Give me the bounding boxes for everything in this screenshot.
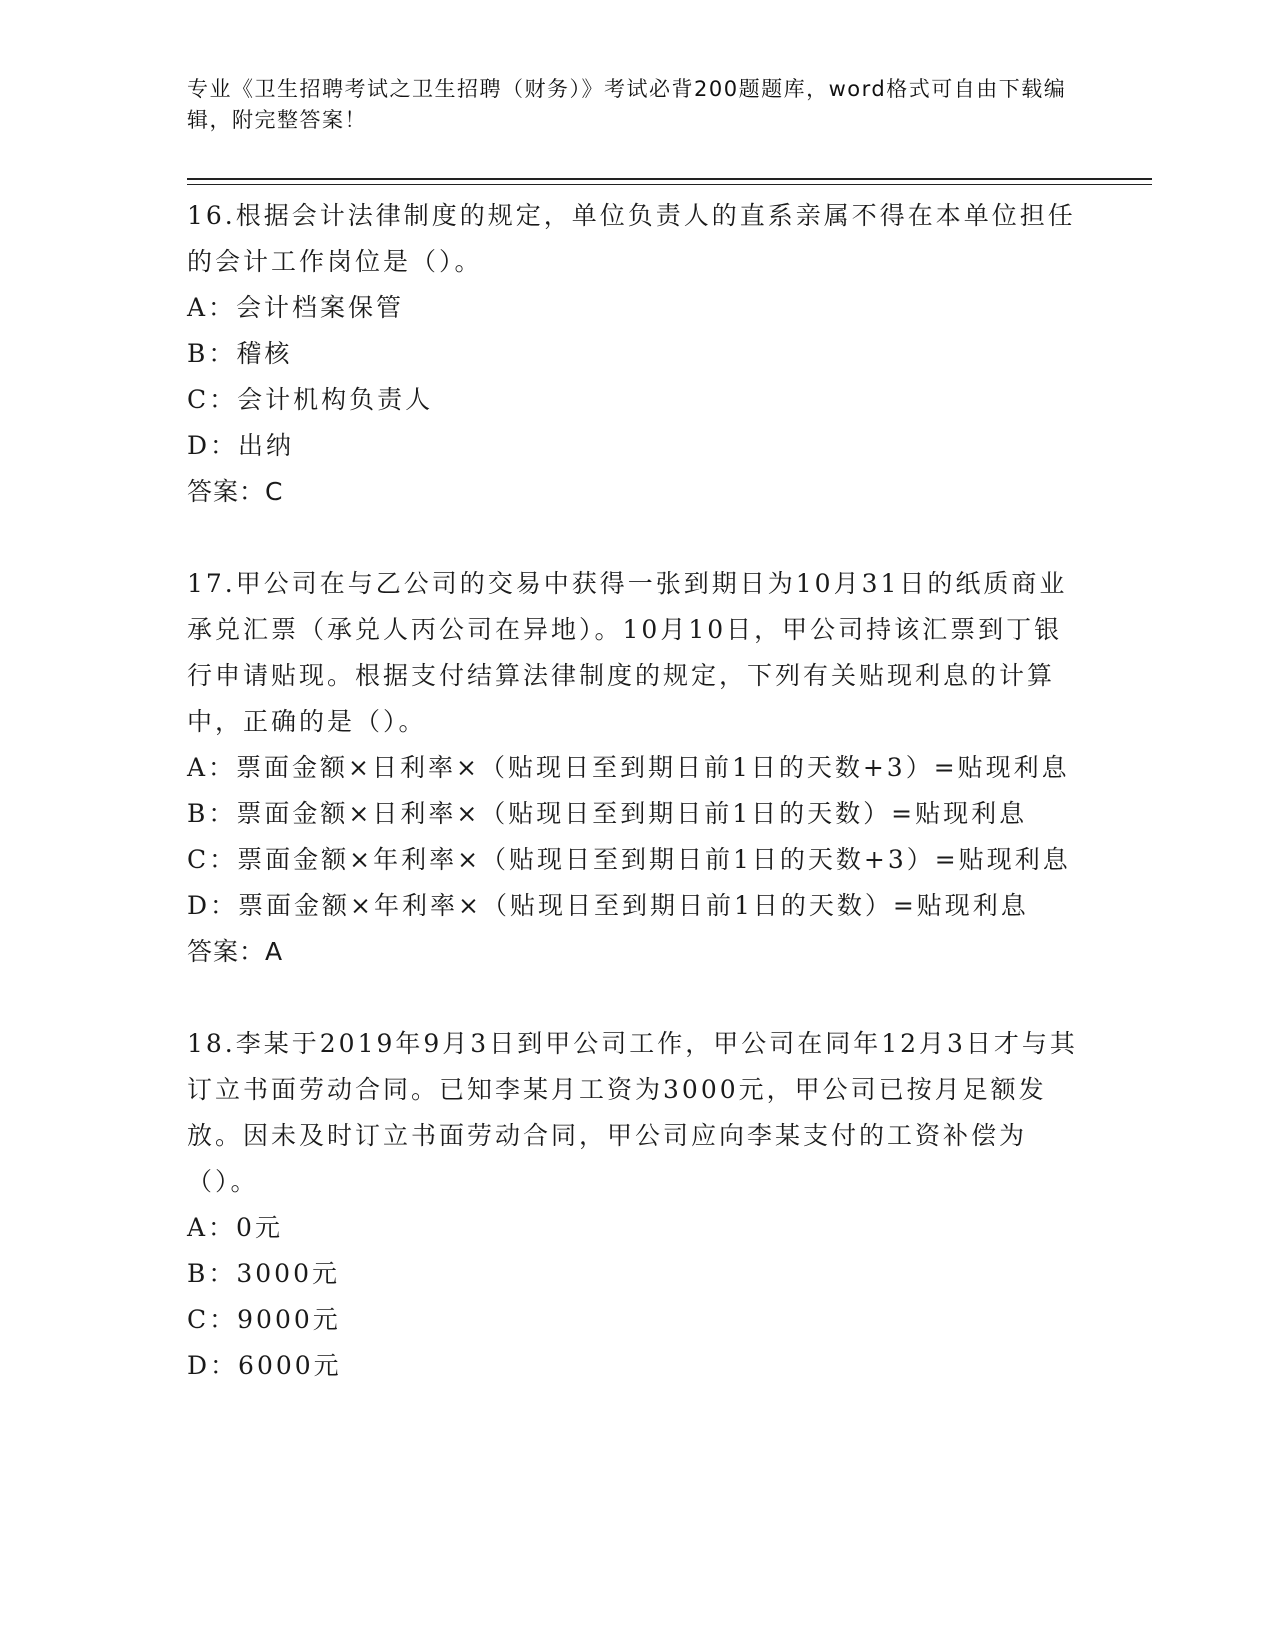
document-header: 专业《卫生招聘考试之卫生招聘（财务）》考试必背200题题库，word格式可自由下载编辑，附完整答案！ bbox=[187, 77, 1067, 132]
question-18 bbox=[187, 1021, 1087, 1389]
question-stem: 16.根据会计法律制度的规定，单位负责人的直系亲属不得在本单位担任的会计工作岗位是（）。 bbox=[187, 201, 1076, 276]
option-c: C：会计机构负责人 bbox=[187, 385, 434, 414]
question-stem: 17.甲公司在与乙公司的交易中获得一张到期日为10月31日的纸质商业承兑汇票（承兑人丙公司在异地）。10月10日，甲公司持该汇票到丁银行申请贴现。根据支付结算法律制度的规定，下列有关贴现利息的计算中，正确的是（）。 bbox=[187, 569, 1068, 736]
question-stem: 18.李某于2019年9月3日到甲公司工作，甲公司在同年12月3日才与其订立书面劳动合同。已知李某月工资为3000元，甲公司已按月足额发放。因未及时订立书面劳动合同，甲公司应向李某支付的工资补偿为（）。 bbox=[187, 1029, 1078, 1196]
option-a: A：0元 bbox=[187, 1213, 283, 1242]
option-a: A：会计档案保管 bbox=[187, 293, 405, 322]
option-d: D：票面金额×年利率×（贴现日至到期日前1日的天数）=贴现利息 bbox=[187, 891, 1029, 920]
answer: 答案：C bbox=[187, 477, 284, 506]
option-b: B：票面金额×日利率×（贴现日至到期日前1日的天数）=贴现利息 bbox=[187, 799, 1028, 828]
option-a: A：票面金额×日利率×（贴现日至到期日前1日的天数+3）=贴现利息 bbox=[187, 753, 1070, 782]
question-16 bbox=[187, 193, 1087, 515]
header-rule bbox=[187, 178, 1152, 180]
answer: 答案：A bbox=[187, 937, 284, 966]
option-c: C：9000元 bbox=[187, 1305, 341, 1334]
question-list bbox=[187, 193, 1087, 1435]
option-d: D：6000元 bbox=[187, 1351, 342, 1380]
option-d: D：出纳 bbox=[187, 431, 295, 460]
question-17 bbox=[187, 561, 1087, 975]
option-b: B：稽核 bbox=[187, 339, 293, 368]
header-rule-thin bbox=[187, 184, 1152, 185]
option-c: C：票面金额×年利率×（贴现日至到期日前1日的天数+3）=贴现利息 bbox=[187, 845, 1071, 874]
option-b: B：3000元 bbox=[187, 1259, 340, 1288]
